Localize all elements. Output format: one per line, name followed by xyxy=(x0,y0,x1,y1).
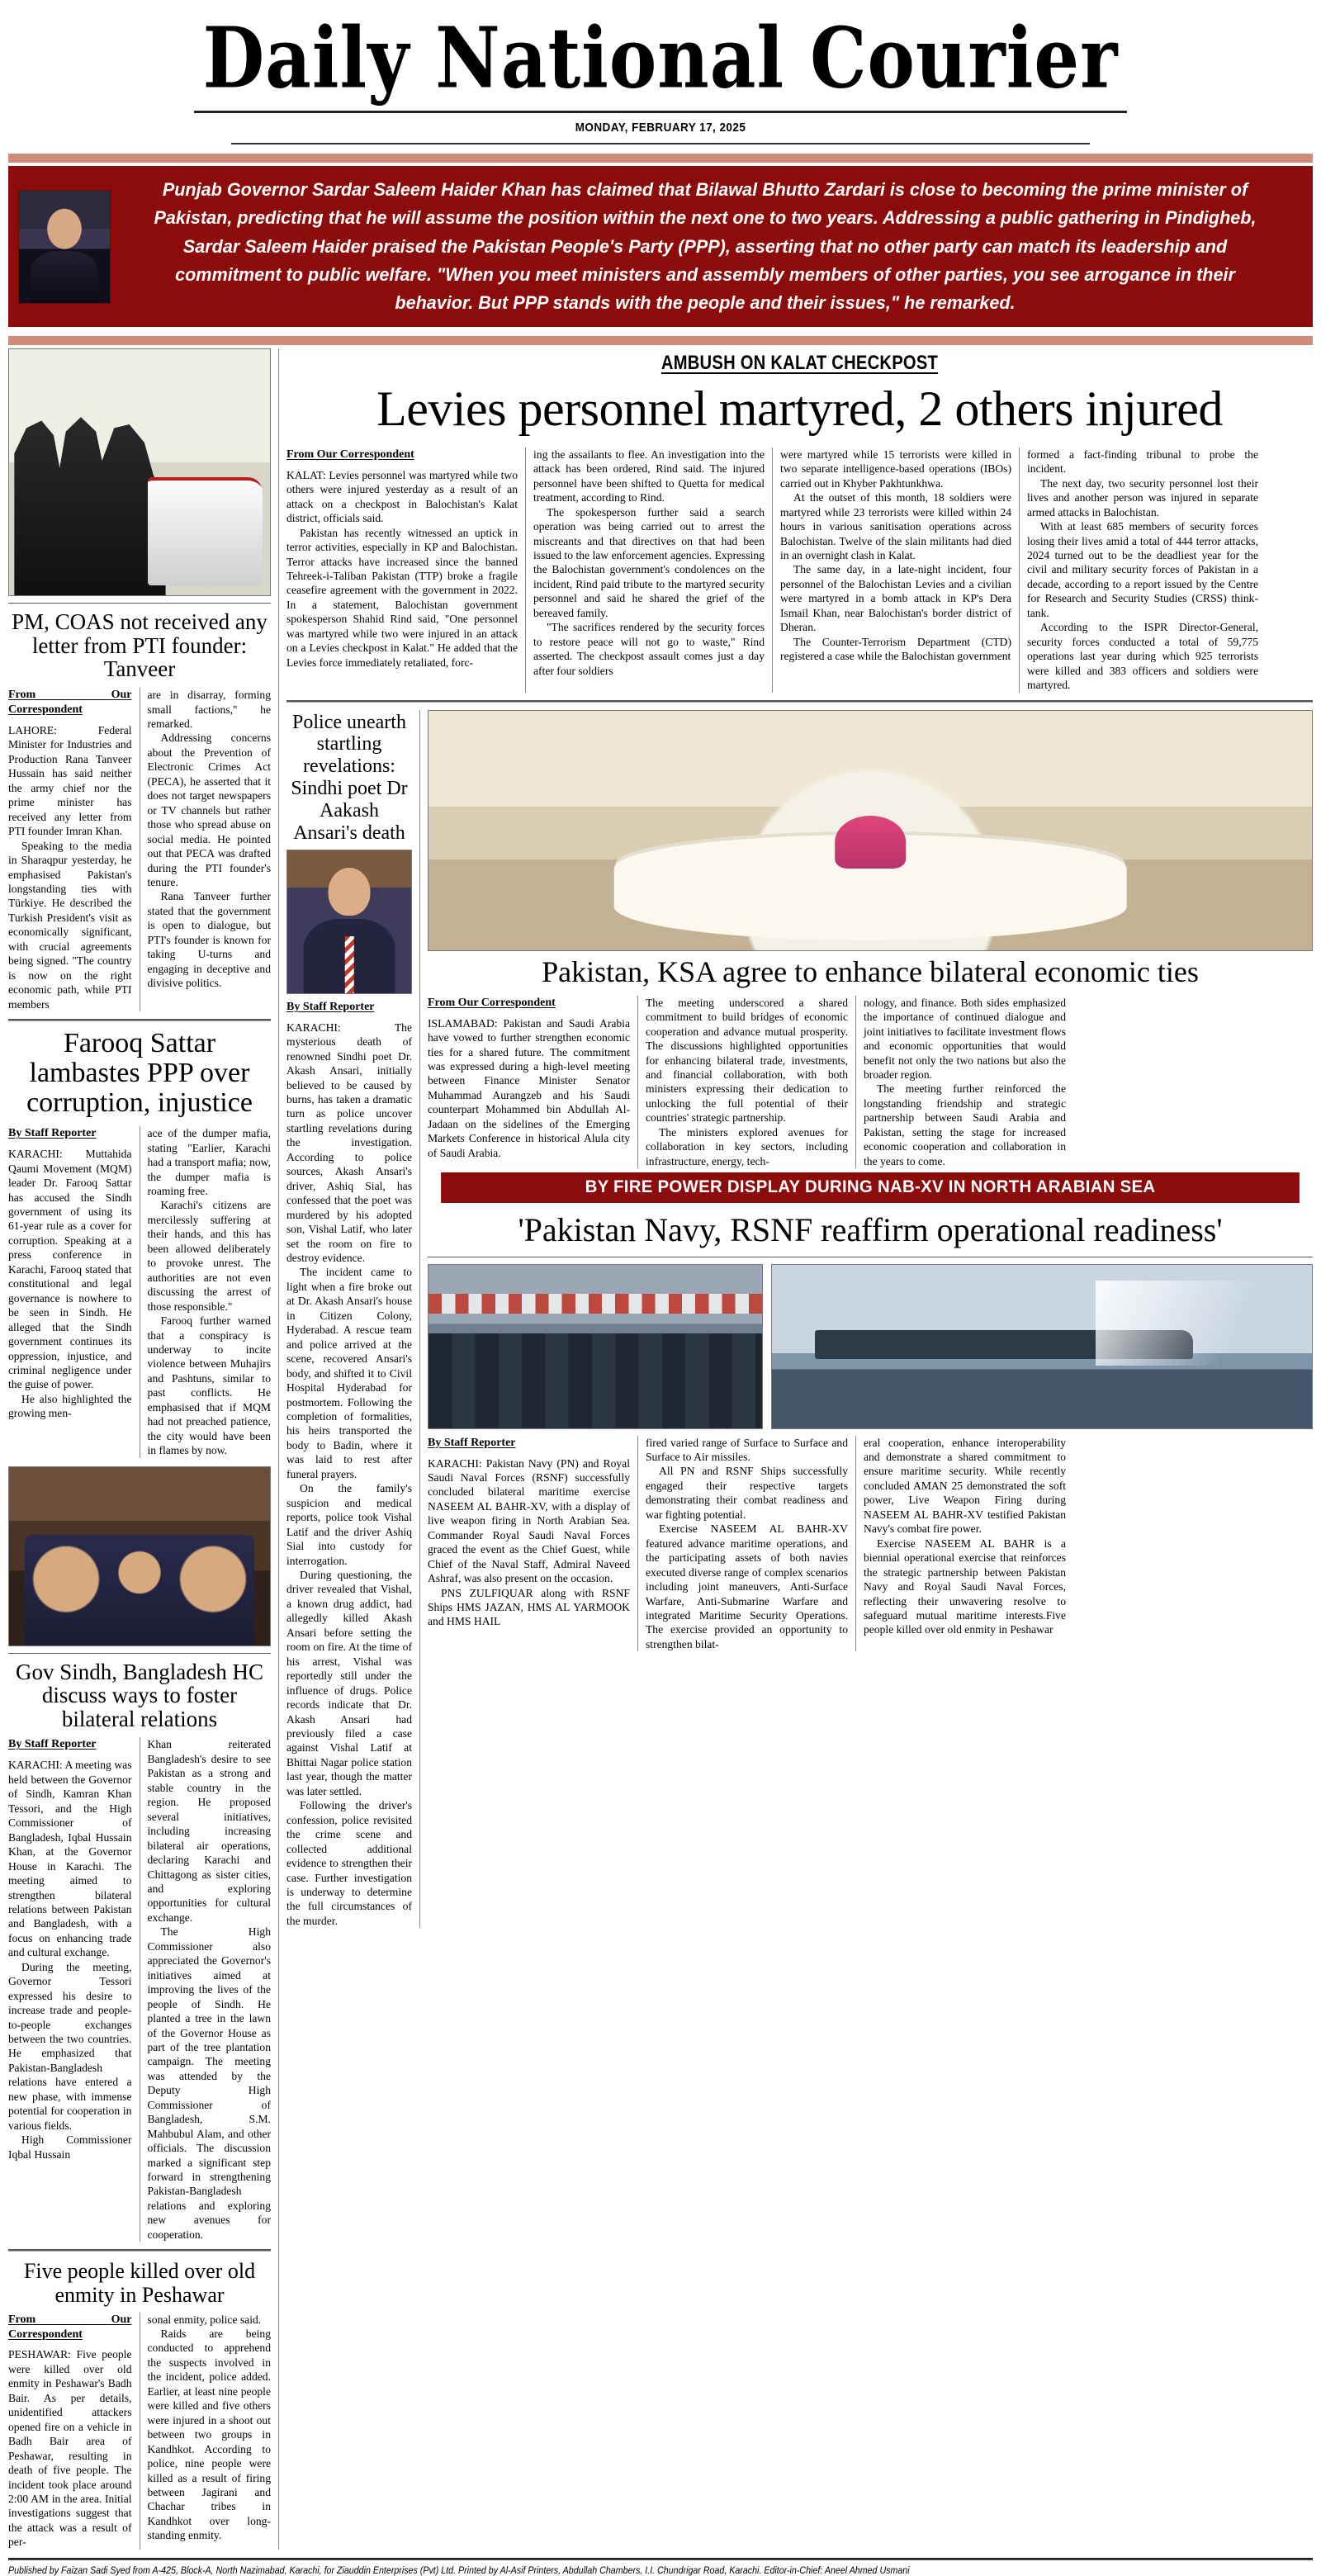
paragraph: High Commissioner Iqbal Hussain xyxy=(8,2133,132,2161)
paragraph: At the outset of this month, 18 soldiers were martyred while 23 terrorists were killed within 24 hours in various sanitisation operations across Balochistan. Twelve of the slain militants had died in an overnight clash in Kalat. xyxy=(780,491,1011,561)
lead-col-2 xyxy=(533,447,765,693)
banner-bottom-divider xyxy=(8,336,1313,345)
paragraph: During questioning, the driver revealed that Vishal, a known drug addict, had allegedly killed Akash Ansari before setting the room on fire. At the time of his arrest, Vishal was reportedly still under the influence of drugs. Police records indicate that Dr. Akash Ansari had previously filed a case against Vishal Latif at Bhittai Nagar police station last year, though the matter was later settled. xyxy=(286,1568,412,1797)
gov-sindh-col-2 xyxy=(148,1737,272,2242)
left-column xyxy=(8,348,271,2550)
paragraph: The next day, two security personnel lost their lives and another person was injured in separate armed attacks in Balochistan. xyxy=(1027,476,1258,519)
photo-gap xyxy=(763,1264,771,1429)
paragraph: Following the driver's confession, police revisited the crime scene and collected additional evidence to strengthen their case. Further investigation is underway to determine the full circumstances of the murder. xyxy=(286,1799,412,1927)
navy-col-3 xyxy=(864,1436,1066,1652)
peshawar-col-1 xyxy=(8,2313,132,2550)
column-divider xyxy=(772,447,773,693)
masthead xyxy=(8,0,1313,144)
farooq-col-2 xyxy=(148,1126,272,1457)
peshawar-col-2 xyxy=(148,2313,272,2550)
banner-quote-text: Punjab Governor Sardar Saleem Haider Khan has claimed that Bilawal Bhutto Zardari is close to becoming the prime minister of Pakistan, predicting that he will assume the position within the next one to two years. Addressing a public gathering in Pindigheb, Sardar Saleem Haider praised the Pakistan People's Party (PPP), asserting that no other party can match its leadership and commitment to public welfare. "When you meet ministers and assembly members of other parties, you see arrogance in their behavior. But PPP stands with the people and their issues," he remarked. xyxy=(154,179,1257,314)
paragraph: Farooq further warned that a conspiracy is underway to incite violence between Muhajirs and Pashtuns, similar to past conflicts. He emphasised that if MQM had not preached patience, the city would have been in flames by now. xyxy=(147,1314,271,1457)
divider xyxy=(8,1019,271,1021)
divider xyxy=(8,2249,271,2252)
ksa-body xyxy=(428,996,1313,1168)
byline: From Our Correspondent xyxy=(428,996,556,1009)
ksa-banquet-photo xyxy=(428,710,1313,951)
navy-sailors-photo xyxy=(428,1264,763,1429)
ksa-headline[interactable]: Pakistan, KSA agree to enhance bilateral economic ties xyxy=(542,954,1199,988)
ksa-col-1 xyxy=(428,996,630,1168)
necktie-detail xyxy=(345,936,354,993)
farooq-col-1 xyxy=(8,1126,132,1457)
byline: By Staff Reporter xyxy=(8,1738,97,1751)
paragraph: ace of the dumper mafia, stating "Earlier, Karachi had a transport mafia; now, the dumper mafia is roaming free. xyxy=(147,1127,271,1197)
paragraph: eral cooperation, enhance interoperability and demonstrate a shared commitment to ensure maritime security. While recently concluded AMAN 25 demonstrated the soft power, Live Weapon Firing during NASEEM AL BAHR-XV testified Pakistan Navy's combat fire power. xyxy=(864,1436,1066,1536)
ksa-block xyxy=(428,710,1313,1929)
farooq-sattar-body xyxy=(8,1126,271,1457)
paragraph: The spokesperson further said a search operation was being carried out to arrest the miscreants and that directives on that had been issued to the law enforcement agencies. Expressing the Balochistan government's condolences on the incident, Rind paid tribute to the martyred security personnel and said he shared the grief of the bereaved family. xyxy=(533,505,765,619)
paragraph: Raids are being conducted to apprehend the suspects involved in the incident, police added. Earlier, at least nine people were killed and five others were injured in a shoot out between two groups in Kandhkot. According to police, nine people were killed as a result of firing between Jagirani and Chachar tribes in Kandhkot over long-standing enmity. xyxy=(147,2327,271,2542)
byline: By Staff Reporter xyxy=(8,1127,97,1140)
lead-kicker: AMBUSH ON KALAT CHECKPOST xyxy=(660,352,939,375)
paragraph: fired varied range of Surface to Surface and Surface to Air missiles. xyxy=(646,1436,848,1463)
sindhi-poet-column xyxy=(286,710,412,1929)
lead-body xyxy=(286,447,1313,693)
paragraph: Khan reiterated Bangladesh's desire to see Pakistan as a strong and stable country in the region. He proposed several initiatives, including increasing bilateral air operations, declaring Karachi and Chittagong as sister cities, and exploring opportunities for cultural exchange. xyxy=(147,1738,271,1924)
paragraph: Speaking to the media in Sharaqpur yesterday, he emphasised Pakistan's longstanding ties with Türkiye. He described the Turkish President's visit as economically significant, with crucial agreements being signed. "The country is now on the right economic path, while PTI members xyxy=(8,839,132,1011)
peshawar-headline[interactable]: Five people killed over old enmity in Peshawar xyxy=(23,2259,256,2308)
column-divider xyxy=(525,447,526,693)
top-banner xyxy=(8,166,1313,327)
paragraph: The ministers explored avenues for collaboration in key sectors, including infrastructure, energy, tech- xyxy=(646,1125,848,1167)
paragraph: PNS ZULFIQUAR along with RSNF Ships HMS JAZAN, HMS AL YARMOOK and HMS HAIL xyxy=(428,1586,630,1628)
paragraph: The Counter-Terrorism Department (CTD) registered a case while the Balochistan government xyxy=(780,635,1011,663)
ksa-col-3 xyxy=(864,996,1066,1168)
navy-warship-photo xyxy=(771,1264,1313,1429)
footer-imprint: Published by Faizan Sadi Syed from A-425, Block-A, North Nazimabad, Karachi, for Ziauddin Enterprises (Pvt) Ltd. Printed by Al-Asif Printers, Abdullah Chambers, I.I. Chundrigar Road, Karachi. Editor-in-Chief: Aneel Ahmed Usmani xyxy=(8,2564,910,2576)
sindhi-poet-headline[interactable]: Police unearth startling revelations: Sindhi poet Dr Aakash Ansari's death xyxy=(291,711,408,844)
paragraph: KARACHI: A meeting was held between the Governor of Sindh, Kamran Khan Tessori, and the High Commissioner of Bangladesh, Iqbal Hussain Khan, at the Governor House in Karachi. The meeting aimed to strengthen bilateral relations between Pakistan and Bangladesh, with a focus on enhancing trade and cultural exchange. xyxy=(8,1759,132,1959)
lead-col-1 xyxy=(286,447,518,693)
paragraph: Addressing concerns about the Prevention of Electronic Crimes Act (PECA), he asserted that it does not target newspapers or TV channels but rather those who spread abuse on social media. He pointed out that PECA was drafted during the PTI founder's tenure. xyxy=(147,732,271,888)
byline: From Our Correspondent xyxy=(8,2313,132,2341)
paragraph: The meeting underscored a shared commitment to build bridges of economic cooperation and advance mutual prosperity. The discussions highlighted opportunities for enhancing bilateral trade, investments, and financial collaboration, with both ministers expressing their dedication to unlocking the full potential of their countries' strategic partnership. xyxy=(646,996,848,1125)
divider xyxy=(286,700,1313,703)
paragraph: are in disarray, forming small factions," he remarked. xyxy=(147,689,271,730)
paragraph: He also highlighted the growing men- xyxy=(8,1392,132,1420)
navy-kicker-strip: BY FIRE POWER DISPLAY DURING NAB-XV IN NORTH ARABIAN SEA xyxy=(441,1172,1300,1203)
lead-headline[interactable]: Levies personnel martyred, 2 others injured xyxy=(376,381,1223,437)
middle-block xyxy=(286,710,1313,1929)
divider xyxy=(8,1653,271,1654)
byline: By Staff Reporter xyxy=(286,1000,375,1013)
paragraph: ISLAMABAD: Pakistan and Saudi Arabia have vowed to further strengthen economic ties for a shared future. The commitment was expressed during a high-level meeting between Finance Minister Senator Muhammad Aurangzeb and his Saudi counterpart Mohammed bin Abdullah Al-Jadaan on the sidelines of the Emerging Markets Conference in historical Alula city of Saudi Arabia. xyxy=(428,1016,630,1159)
paragraph: KARACHI: Muttahida Qaumi Movement (MQM) leader Dr. Farooq Sattar has accused the Sindh government of using its 61-year rule as a cover for corruption. Speaking at a press conference in Karachi, Farooq stated that constitutional and legal governance is nowhere to be seen in Sindh. He alleged that the Sindh government continues its oppression, injustice, and criminal negligence under the guise of power. xyxy=(8,1148,132,1391)
gov-sindh-headline[interactable]: Gov Sindh, Bangladesh HC discuss ways to foster bilateral relations xyxy=(16,1659,263,1731)
gov-sindh-body xyxy=(8,1737,271,2242)
farooq-sattar-headline[interactable]: Farooq Sattar lambastes PPP over corruption, injustice xyxy=(26,1028,253,1119)
gov-sindh-col-1 xyxy=(8,1737,132,2242)
navy-body xyxy=(428,1436,1313,1652)
paragraph: The same day, in a late-night incident, four personnel of the Balochistan Levies and a civilian were martyred in a bomb attack in KP's Dera Ismail Khan, near Balochistan's border district of Dheran. xyxy=(780,563,1011,634)
lead-col-3 xyxy=(780,447,1011,693)
column-divider xyxy=(855,996,856,1168)
governor-portrait-photo xyxy=(18,190,111,304)
masthead-rule-top xyxy=(194,111,1127,113)
pm-coas-col-1 xyxy=(8,688,132,1011)
police-personnel-photo xyxy=(8,348,271,596)
peshawar-body xyxy=(8,2313,271,2550)
pm-coas-col-2 xyxy=(148,688,272,1011)
paragraph: ing the assailants to flee. An investigation into the attack has been ordered, Rind said. The injured personnel have been shifted to Quetta for medical treatment, according to Rind. xyxy=(533,447,765,504)
sindhi-poet-photo xyxy=(286,850,412,994)
byline: From Our Correspondent xyxy=(286,447,414,461)
column-divider xyxy=(637,1436,638,1652)
divider xyxy=(8,603,271,604)
paragraph: Pakistan has recently witnessed an uptick in terror activities, especially in KP and Balochistan. Terror attacks have increased since the banned Tehreek-i-Taliban Pakistan (TTP) broke a fragile ceasefire agreement with the government in 2022. In a statement, Balochistan government spokesperson Shahid Rind said, "One personnel was martyred while two were injured in an attack on a Levies checkpost in Kalat." He added that the Levies force immediately retaliated, forc- xyxy=(286,526,518,669)
newspaper-title: Daily National Courier xyxy=(202,8,1119,108)
paragraph: KARACHI: The mysterious death of renowned Sindhi poet Dr. Akash Ansari, initially believed to be caused by burns, has taken a dramatic turn as police uncover startling revelations during the investigation. According to police sources, Akash Ansari's driver, Ashiq Sial, has confessed that the poet was murdered by his adopted son, Vishal Latif, who later set the room on fire to destroy evidence. xyxy=(286,1020,412,1265)
paragraph: On the family's suspicion and medical reports, police took Vishal Latif and the driver Ashiq Sial into custody for interrogation. xyxy=(286,1482,412,1567)
column-divider xyxy=(1019,447,1020,693)
paragraph: During the meeting, Governor Tessori expressed his desire to increase trade and people-to-people exchanges between the two countries. He emphasized that Pakistan-Bangladesh relations have entered a new phase, with immense potential for cooperation in various fields. xyxy=(8,1960,132,2132)
paragraph: According to the ISPR Director-General, security forces conducted a total of 59,775 operations last year during which 925 terrorists were killed and 383 officers and soldiers were martyred. xyxy=(1027,621,1258,692)
major-column-divider xyxy=(278,348,279,2550)
paragraph: KARACHI: Pakistan Navy (PN) and Royal Saudi Naval Forces (RSNF) successfully concluded bilateral maritime exercise NASEEM AL BAHR-XV, with a display of live weapon firing in North Arabian Sea. Commander Royal Saudi Naval Forces graced the event as the Chief Guest, while Chief of the Naval Staff, Admiral Naveed Ashraf, was also present on the occasion. xyxy=(428,1456,630,1585)
publication-date: MONDAY, FEBRUARY 17, 2025 xyxy=(575,121,746,135)
column-divider xyxy=(855,1436,856,1652)
paragraph: were martyred while 15 terrorists were killed in two separate intelligence-based operations (IBOs) carried out in Khyber Pakhtunkhwa. xyxy=(780,447,1011,490)
paragraph: The High Commissioner also appreciated the Governor's initiatives aimed at improving the lives of the people of Sindh. He planted a tree in the lawn of the Governor House as part of the tree plantation campaign. The meeting was attended by the Deputy High Commissioner of Bangladesh, S.M. Mahbubul Alam, and other officials. The discussion marked a significant step forward in strengthening Pakistan-Bangladesh relations and exploring new avenues for cooperation. xyxy=(147,1925,271,2241)
byline: From Our Correspondent xyxy=(8,689,132,717)
paragraph: Rana Tanveer further stated that the government is open to dialogue, but PTI's founder is known for taking U-turns and engaging in deceptive and divisive politics. xyxy=(147,890,271,990)
paragraph: The meeting further reinforced the longstanding friendship and strategic partnership between Saudi Arabia and Pakistan, setting the stage for increased economic cooperation and collaboration in the years to come. xyxy=(864,1082,1066,1167)
sindhi-poet-body xyxy=(286,1000,412,1929)
paragraph: Karachi's citizens are mercilessly suffering at their hands, and this has been allowed deliberately to provoke unrest. The authorities are not even discussing the arrest of those responsible." xyxy=(147,1199,271,1313)
footer-divider xyxy=(8,2558,1313,2560)
paragraph: sonal enmity, police said. xyxy=(147,2313,262,2326)
navy-col-2 xyxy=(646,1436,848,1652)
column-divider xyxy=(419,710,420,1929)
paragraph: formed a fact-finding tribunal to probe the incident. xyxy=(1027,447,1258,476)
paragraph: PESHAWAR: Five people were killed over old enmity in Peshawar's Badh Bair. As per details, unidentified attackers opened fire on a vehicle in Badh Bair area of Peshawar, resulting in death of five people. The incident took place around 2:00 AM in the area. Initial investigations suggest that the attack was a result of per- xyxy=(8,2348,132,2549)
paragraph: LAHORE: Federal Minister for Industries and Production Rana Tanveer Hussain has said neither the army chief nor the prime minister has received any letter from PTI founder Imran Khan. xyxy=(8,724,132,838)
column-divider xyxy=(637,996,638,1168)
paragraph: KALAT: Levies personnel was martyred while two others were injured yesterday as a result of an attack on a checkpost in Balochistan's Kalat district, officials said. xyxy=(286,468,518,525)
paragraph: nology, and finance. Both sides emphasized the importance of continued dialogue and joint initiatives to facilitate investment flows and economic opportunities that would benefit not only the two nations but also the broader region. xyxy=(864,996,1066,1081)
governor-meeting-photo xyxy=(8,1466,271,1646)
lead-col-4 xyxy=(1027,447,1258,693)
upper-section xyxy=(8,348,1313,2550)
ksa-col-2 xyxy=(646,996,848,1168)
banner-top-divider xyxy=(8,154,1313,163)
paragraph: With at least 685 members of security forces losing their lives amid a total of 444 terror attacks, 2024 turned out to be the deadliest year for the civil and military security forces of Pakistan in a decade, according to a report issued by the Centre for Research and Security Studies (CRSS) think-tank. xyxy=(1027,520,1258,619)
masthead-rule-bottom xyxy=(231,143,1090,144)
navy-photos xyxy=(428,1264,1313,1429)
main-area xyxy=(286,348,1313,2550)
navy-col-1 xyxy=(428,1436,630,1652)
paragraph: Exercise NASEEM AL BAHR is a biennial operational exercise that reinforces the strategic partnership between Pakistan Navy and Royal Saudi Naval Forces, reflecting their unwavering resolve to safeguard mutual maritime interests.Five people killed over old enmity in Peshawar xyxy=(864,1537,1066,1636)
byline: By Staff Reporter xyxy=(428,1436,516,1449)
pm-coas-headline[interactable]: PM, COAS not received any letter from PTI founder: Tanveer xyxy=(12,609,268,682)
paragraph: "The sacrifices rendered by the security forces to restore peace will not go to waste," Rind asserted. The checkpost assault comes just a day after four soldiers xyxy=(533,621,765,677)
paragraph: Exercise NASEEM AL BAHR-XV featured advance maritime operations, and the participating assets of both navies executed diverse range of complex scenarios including joint maneuvers, Anti-Surface Warfare, Anti-Submarine Warfare and integrated Maritime Security Operations. The exercise provided an opportunity to strengthen bilat- xyxy=(646,1522,848,1650)
paragraph: All PN and RSNF Ships successfully engaged their respective targets demonstrating their combat readiness and war fighting potential. xyxy=(646,1465,848,1521)
paragraph: The incident came to light when a fire broke out at Dr. Akash Ansari's house in Citizen Colony, Hyderabad. A rescue team and police arrived at the scene, recovered Ansari's body, and shifted it to Civil Hospital Hyderabad for postmortem. Following the completion of formalities, his heirs transported the body to Badin, where it was laid to rest after funeral prayers. xyxy=(286,1266,412,1480)
pm-coas-body xyxy=(8,688,271,1011)
navy-headline[interactable]: 'Pakistan Navy, RSNF reaffirm operational readiness' xyxy=(518,1211,1223,1249)
